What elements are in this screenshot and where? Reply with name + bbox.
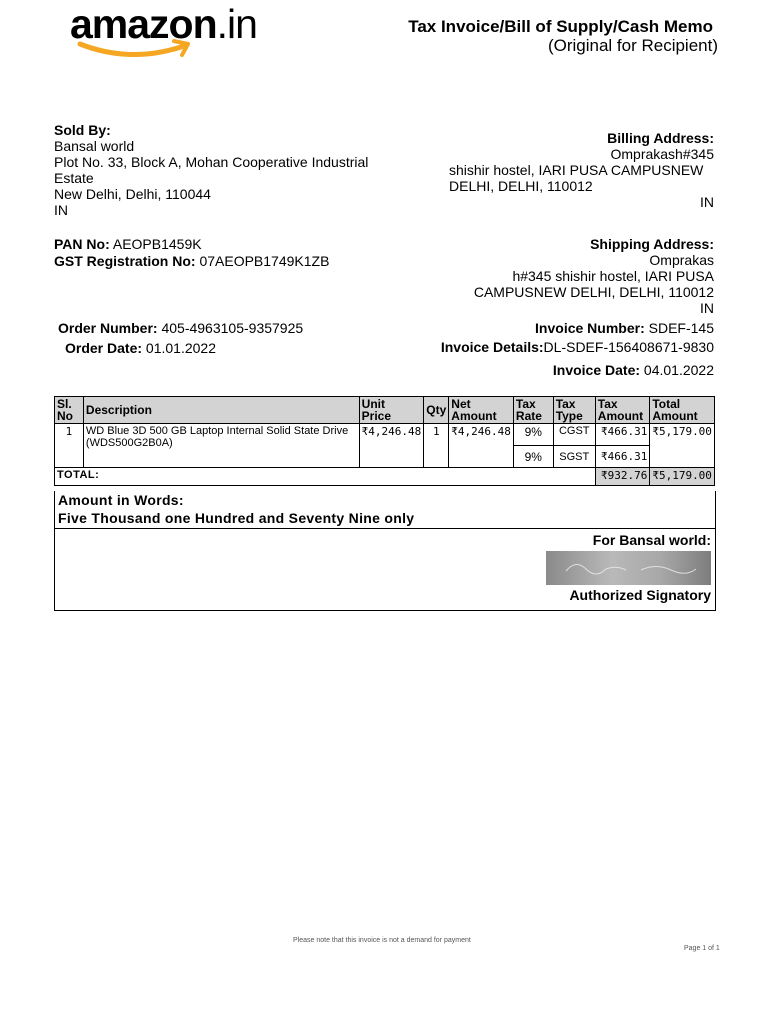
shipping-country: IN bbox=[700, 300, 714, 316]
col-header-qty: Qty bbox=[424, 397, 449, 424]
invoice-title: Tax Invoice/Bill of Supply/Cash Memo bbox=[408, 17, 713, 36]
seller-address-line2: Estate bbox=[54, 170, 94, 186]
col-header-tax-type: Tax Type bbox=[553, 397, 595, 424]
cell-unit-price: ₹4,246.48 bbox=[359, 424, 424, 468]
shipping-name: Omprakas bbox=[649, 252, 714, 268]
table-row bbox=[55, 424, 715, 446]
billing-label: Billing Address: bbox=[607, 130, 714, 146]
signature-image bbox=[546, 551, 711, 585]
billing-country: IN bbox=[700, 194, 714, 210]
table-header-row bbox=[55, 397, 715, 424]
billing-line1: shishir hostel, IARI PUSA CAMPUSNEW bbox=[449, 162, 704, 178]
cell-tax-amount-cgst: ₹466.31 bbox=[595, 424, 650, 446]
col-header-unit-price: Unit Price bbox=[359, 397, 424, 424]
total-tax-amount: ₹932.76 bbox=[595, 468, 650, 486]
invoice-date-label: Invoice Date: bbox=[552, 362, 641, 378]
for-seller-label: For Bansal world: bbox=[592, 532, 711, 548]
cell-total-amount: ₹5,179.00 bbox=[650, 424, 715, 468]
authorized-signatory-label: Authorized Signatory bbox=[569, 587, 711, 603]
seller-address-line1: Plot No. 33, Block A, Mohan Cooperative Industrial bbox=[54, 154, 369, 170]
invoice-subtitle: (Original for Recipient) bbox=[547, 36, 718, 55]
invoice-details-value: DL-SDEF-156408671-9830 bbox=[543, 339, 714, 355]
seller-address-line3: New Delhi, Delhi, 110044 bbox=[54, 186, 211, 202]
cell-tax-rate-sgst: 9% bbox=[513, 446, 553, 468]
col-header-tax-rate: Tax Rate bbox=[513, 397, 553, 424]
shipping-label: Shipping Address: bbox=[590, 236, 714, 252]
page-number: Page 1 of 1 bbox=[684, 945, 720, 952]
total-label: TOTAL: bbox=[55, 468, 596, 486]
order-date-label: Order Date: bbox=[65, 340, 143, 356]
invoice-date-row bbox=[553, 362, 714, 378]
logo-suffix: .in bbox=[216, 1, 257, 47]
cell-sl: 1 bbox=[55, 424, 84, 468]
col-header-net-amount: Net Amount bbox=[449, 397, 514, 424]
col-header-total-amount: Total Amount bbox=[650, 397, 715, 424]
sold-by-block bbox=[54, 122, 368, 218]
footer-note: Please note that this invoice is not a demand for payment bbox=[293, 937, 471, 944]
shipping-line2: CAMPUSNEW DELHI, DELHI, 110012 bbox=[473, 284, 714, 300]
cell-description: WD Blue 3D 500 GB Laptop Internal Solid State Drive (WDS500G2B0A) bbox=[83, 424, 359, 468]
smile-arrow-icon bbox=[76, 38, 196, 60]
order-number-label: Order Number: bbox=[58, 320, 158, 336]
gst-label: GST Registration No: bbox=[54, 253, 196, 269]
cell-tax-rate-cgst: 9% bbox=[513, 424, 553, 446]
amazon-logo bbox=[70, 2, 285, 62]
total-amount: ₹5,179.00 bbox=[650, 468, 715, 486]
pan-value: AEOPB1459K bbox=[112, 236, 202, 252]
cell-tax-type-sgst: SGST bbox=[553, 446, 595, 468]
invoice-number-label: Invoice Number: bbox=[535, 320, 645, 336]
amount-words-label: Amount in Words: bbox=[58, 492, 184, 508]
shipping-address-block bbox=[414, 236, 714, 316]
order-date-row bbox=[65, 340, 216, 356]
gst-row bbox=[54, 253, 329, 269]
gst-value: 07AEOPB1749K1ZB bbox=[199, 253, 330, 269]
seller-name: Bansal world bbox=[54, 138, 135, 154]
invoice-details-row bbox=[441, 339, 714, 355]
order-number-row bbox=[58, 320, 303, 336]
amount-in-words-box bbox=[54, 491, 716, 529]
billing-name: Omprakash#345 bbox=[610, 146, 714, 162]
logo-brand: amazon bbox=[70, 1, 217, 47]
invoice-number-value: SDEF-145 bbox=[648, 320, 714, 336]
col-header-tax-amount: Tax Amount bbox=[595, 397, 650, 424]
sold-by-label: Sold By: bbox=[54, 122, 111, 138]
cell-tax-amount-sgst: ₹466.31 bbox=[595, 446, 650, 468]
invoice-number-row bbox=[535, 320, 714, 336]
invoice-details-label: Invoice Details: bbox=[440, 339, 544, 355]
pan-row bbox=[54, 236, 202, 252]
cell-tax-type-cgst: CGST bbox=[553, 424, 595, 446]
shipping-line1: h#345 shishir hostel, IARI PUSA bbox=[512, 268, 714, 284]
invoice-date-value: 04.01.2022 bbox=[643, 362, 714, 378]
table-total-row bbox=[55, 468, 715, 486]
pan-label: PAN No: bbox=[54, 236, 110, 252]
cell-qty: 1 bbox=[424, 424, 449, 468]
cell-net-amount: ₹4,246.48 bbox=[449, 424, 514, 468]
billing-address-block bbox=[414, 130, 714, 210]
amount-words-value: Five Thousand one Hundred and Seventy Nine only bbox=[58, 510, 415, 526]
signature-box bbox=[54, 529, 716, 611]
items-table bbox=[54, 396, 715, 486]
col-header-description: Description bbox=[83, 397, 359, 424]
col-header-sl: Sl. No bbox=[55, 397, 84, 424]
order-number-value: 405-4963105-9357925 bbox=[161, 320, 304, 336]
order-date-value: 01.01.2022 bbox=[145, 340, 216, 356]
seller-country: IN bbox=[54, 202, 68, 218]
billing-line2: DELHI, DELHI, 110012 bbox=[449, 178, 593, 194]
